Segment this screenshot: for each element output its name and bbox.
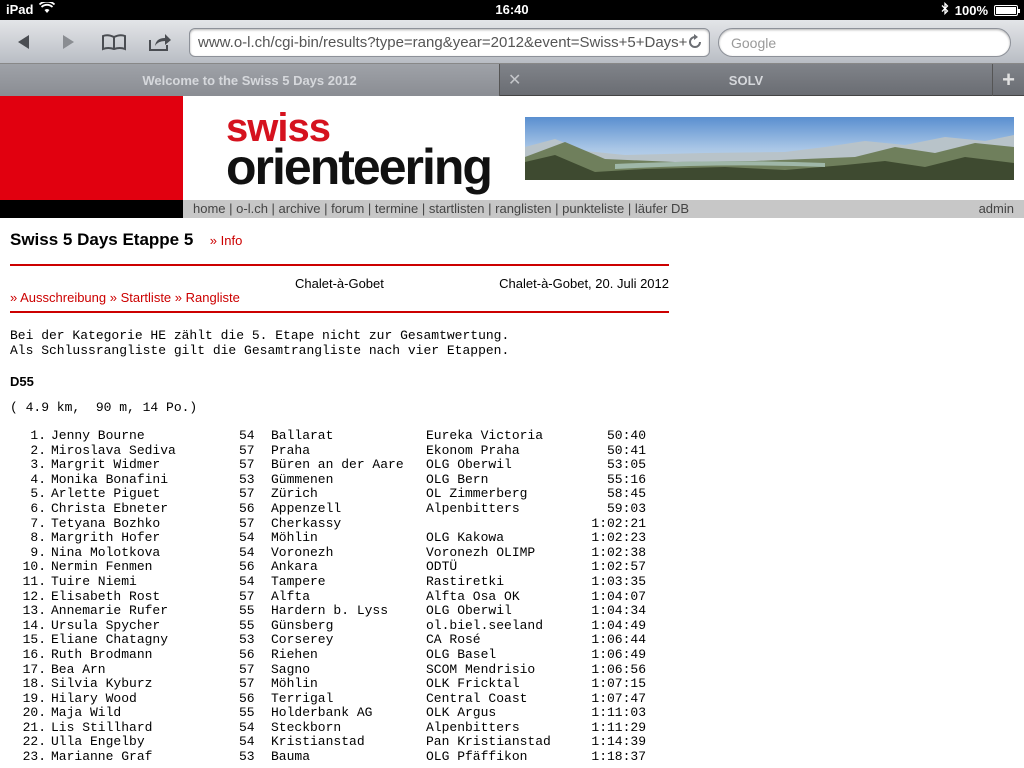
result-year: 54: [239, 544, 255, 560]
result-rank: 1.: [30, 428, 46, 443]
note-line: Als Schlussrangliste gilt die Gesamtrangliste nach vier Etappen.: [10, 343, 510, 358]
result-name: Eliane Chatagny: [51, 632, 169, 648]
result-city: Steckborn: [271, 719, 342, 735]
divider: [10, 311, 669, 313]
nav-ranglisten[interactable]: ranglisten: [495, 201, 552, 216]
startliste-link[interactable]: » Startliste: [109, 290, 172, 305]
result-rank: 6.: [30, 500, 46, 516]
result-club: ol.biel.seeland: [426, 617, 544, 633]
result-rank: 14.: [22, 617, 46, 633]
panorama-image: [525, 117, 1014, 180]
result-city: Voronezh: [271, 544, 334, 560]
result-rank: 9.: [30, 544, 46, 560]
main-nav: home | o-l.ch | archive | forum | termine | startlisten | ranglisten | punkteliste | läufer DB admin: [183, 200, 1024, 218]
result-year: 57: [239, 457, 255, 473]
result-year: 53: [239, 471, 255, 487]
result-name: Tetyana Bozhko: [51, 515, 161, 531]
result-time: 1:06:44: [591, 632, 646, 648]
result-club: CA Rosé: [426, 632, 481, 648]
result-club: OLG Oberwil: [426, 603, 512, 619]
result-rank: 19.: [22, 690, 46, 706]
search-placeholder: Google: [731, 35, 777, 51]
back-arrow-icon: [15, 33, 33, 51]
result-name: Hilary Wood: [51, 690, 137, 706]
result-name: Christa Ebneter: [51, 500, 169, 516]
result-time: 1:04:49: [591, 617, 646, 633]
result-city: Corserey: [271, 632, 334, 648]
result-club: OLK Argus: [426, 705, 497, 721]
web-page: [0, 96, 1024, 768]
result-city: Appenzell: [271, 500, 342, 516]
result-time: 1:11:03: [591, 705, 646, 721]
book-icon: [101, 33, 127, 51]
result-club: Voronezh OLIMP: [426, 544, 536, 560]
result-rank: 20.: [22, 705, 46, 721]
result-year: 55: [239, 617, 255, 633]
result-name: Jenny Bourne: [51, 428, 145, 443]
result-rank: 10.: [22, 559, 46, 575]
result-rank: 3.: [30, 457, 46, 473]
result-year: 55: [239, 603, 255, 619]
result-year: 54: [239, 428, 255, 443]
result-time: 58:45: [606, 486, 646, 502]
bookmarks-button[interactable]: [98, 28, 130, 56]
nav-laeufer-db[interactable]: läufer DB: [634, 201, 690, 216]
info-link[interactable]: » Info: [209, 233, 243, 248]
result-name: Ruth Brodmann: [51, 646, 153, 662]
logo-line-1: swiss: [226, 106, 330, 150]
result-city: Holderbank AG: [271, 705, 373, 721]
result-rank: 12.: [22, 588, 46, 604]
result-time: 1:02:57: [591, 559, 646, 575]
black-strip: [0, 200, 183, 218]
result-year: 56: [239, 500, 255, 516]
result-club: OLG Basel: [426, 646, 497, 662]
result-city: Hardern b. Lyss: [271, 603, 389, 619]
course-info: ( 4.9 km, 90 m, 14 Po.): [10, 400, 198, 415]
result-club: Alpenbitters: [426, 500, 520, 516]
nav-o-l-ch[interactable]: o-l.ch: [236, 201, 268, 216]
result-year: 57: [239, 676, 255, 692]
result-year: 54: [239, 734, 255, 750]
result-rank: 8.: [30, 530, 46, 546]
brand-red-block: [0, 96, 183, 200]
result-name: Margrith Hofer: [51, 530, 161, 546]
result-rank: 13.: [22, 603, 46, 619]
bluetooth-icon: [941, 2, 949, 18]
nav-archive[interactable]: archive: [278, 201, 321, 216]
address-bar[interactable]: [189, 28, 710, 57]
nav-startlisten[interactable]: startlisten: [428, 201, 485, 216]
result-name: Annemarie Rufer: [51, 603, 169, 619]
note-line: Bei der Kategorie HE zählt die 5. Etape nicht zur Gesamtwertung.: [10, 328, 510, 343]
result-name: Arlette Piguet: [51, 486, 161, 502]
search-field[interactable]: [718, 28, 1011, 57]
result-name: Marianne Graf: [51, 749, 153, 765]
result-year: 53: [239, 632, 255, 648]
nav-termine[interactable]: termine: [374, 201, 419, 216]
result-name: Silvia Kyburz: [51, 676, 153, 692]
result-name: Elisabeth Rost: [51, 588, 161, 604]
result-year: 55: [239, 705, 255, 721]
result-year: 57: [239, 588, 255, 604]
event-venue: Chalet-à-Gobet: [295, 276, 384, 291]
result-time: 1:11:29: [591, 719, 646, 735]
reload-icon[interactable]: [687, 33, 703, 55]
result-name: Ursula Spycher: [51, 617, 161, 633]
result-rank: 15.: [22, 632, 46, 648]
result-year: 57: [239, 661, 255, 677]
result-city: Gümmenen: [271, 471, 334, 487]
result-rank: 22.: [22, 734, 46, 750]
event-links: [10, 290, 240, 305]
result-time: 1:06:56: [591, 661, 646, 677]
result-rank: 16.: [22, 646, 46, 662]
result-year: 56: [239, 559, 255, 575]
result-time: 1:04:07: [591, 588, 646, 604]
swiss-orienteering-logo[interactable]: [226, 106, 491, 195]
result-city: Möhlin: [271, 530, 318, 546]
rangliste-link[interactable]: » Rangliste: [174, 290, 240, 305]
result-time: 1:07:15: [591, 676, 646, 692]
result-rank: 23.: [22, 749, 46, 765]
result-city: Sagno: [271, 661, 311, 677]
tab-bar: [0, 64, 1024, 96]
result-rank: 21.: [22, 719, 46, 735]
result-name: Ulla Engelby: [51, 734, 145, 750]
nav-forum[interactable]: forum: [331, 201, 365, 216]
result-name: Bea Arn: [51, 661, 106, 677]
device-label: iPad: [6, 2, 34, 17]
result-city: Ballarat: [271, 428, 334, 443]
clock: 16:40: [495, 2, 529, 17]
share-button[interactable]: [145, 28, 175, 56]
result-year: 57: [239, 486, 255, 502]
result-rank: 5.: [30, 486, 46, 502]
ausschreibung-link[interactable]: » Ausschreibung: [10, 290, 107, 305]
result-time: 59:03: [606, 500, 646, 516]
result-club: Eureka Victoria: [426, 428, 544, 443]
result-club: OL Zimmerberg: [426, 486, 528, 502]
close-tab-icon[interactable]: ✕: [508, 72, 522, 89]
back-button[interactable]: [9, 28, 39, 56]
new-tab-button[interactable]: +: [992, 64, 1024, 96]
url-text: www.o-l.ch/cgi-bin/results?type=rang&year=2012&event=Swiss+5+Days+: [198, 34, 688, 51]
result-time: 50:40: [606, 428, 646, 443]
result-time: 1:03:35: [591, 573, 646, 589]
result-city: Günsberg: [271, 617, 334, 633]
result-club: OLG Bern: [426, 471, 489, 487]
result-club: Alpenbitters: [426, 719, 520, 735]
nav-punkteliste[interactable]: punkteliste: [562, 201, 625, 216]
result-name: Monika Bonafini: [51, 471, 169, 487]
result-year: 54: [239, 719, 255, 735]
status-bar: [0, 0, 1024, 20]
divider: [10, 264, 669, 266]
nav-home[interactable]: home: [193, 201, 226, 216]
result-club: OLG Oberwil: [426, 457, 512, 473]
result-name: Nermin Fenmen: [51, 559, 153, 575]
tab-label: Welcome to the Swiss 5 Days 2012: [142, 72, 357, 88]
page-title: Swiss 5 Days Etappe 5: [10, 230, 194, 249]
result-rank: 17.: [22, 661, 46, 677]
result-name: Tuire Niemi: [51, 573, 137, 589]
result-club: Rastiretki: [426, 573, 505, 589]
result-city: Ankara: [271, 559, 318, 575]
result-year: 53: [239, 749, 255, 765]
tab-swiss-5-days[interactable]: [0, 64, 500, 96]
result-year: 56: [239, 690, 255, 706]
logo-line-2: orienteering: [226, 139, 491, 195]
result-name: Nina Molotkova: [51, 544, 161, 560]
result-club: OLK Fricktal: [426, 676, 520, 692]
result-city: Zürich: [271, 486, 318, 502]
result-time: 1:02:23: [591, 530, 646, 546]
result-time: 1:07:47: [591, 690, 646, 706]
battery-percent: 100%: [954, 2, 988, 18]
result-city: Cherkassy: [271, 515, 342, 531]
result-rank: 4.: [30, 471, 46, 487]
result-year: 57: [239, 515, 255, 531]
result-time: 53:05: [606, 457, 646, 473]
result-club: OLG Pfäffikon: [426, 749, 528, 765]
category-note: [10, 328, 509, 358]
result-club: Pan Kristianstad: [426, 734, 551, 750]
result-year: 54: [239, 573, 255, 589]
result-time: 50:41: [606, 442, 646, 458]
share-icon: [148, 32, 172, 52]
result-rank: 2.: [30, 442, 46, 458]
result-city: Riehen: [271, 646, 318, 662]
result-name: Maja Wild: [51, 705, 122, 721]
result-club: Central Coast: [426, 690, 528, 706]
result-club: Ekonom Praha: [426, 442, 520, 458]
tab-solv[interactable]: [500, 64, 992, 96]
battery-icon: [994, 5, 1018, 16]
result-city: Bauma: [271, 749, 311, 765]
tab-label: SOLV: [728, 72, 764, 88]
result-time: 1:18:37: [591, 749, 646, 765]
result-city: Kristianstad: [271, 734, 365, 750]
result-city: Tampere: [271, 573, 326, 589]
nav-admin[interactable]: admin: [978, 201, 1014, 216]
result-year: 54: [239, 530, 255, 546]
event-date: Chalet-à-Gobet, 20. Juli 2012: [499, 276, 669, 291]
forward-arrow-icon: [59, 33, 77, 51]
result-year: 56: [239, 646, 255, 662]
result-time: 1:06:49: [591, 646, 646, 662]
result-rank: 18.: [22, 676, 46, 692]
result-city: Büren an der Aare: [271, 457, 404, 473]
result-time: 1:04:34: [591, 603, 646, 619]
result-year: 57: [239, 442, 255, 458]
result-time: 1:14:39: [591, 734, 646, 750]
event-header: [10, 230, 670, 250]
result-time: 55:16: [606, 471, 646, 487]
result-club: ODTÜ: [426, 559, 458, 575]
result-city: Möhlin: [271, 676, 318, 692]
result-city: Praha: [271, 442, 311, 458]
forward-button[interactable]: [53, 28, 83, 56]
result-rank: 11.: [22, 573, 46, 589]
result-time: 1:02:21: [591, 515, 646, 531]
result-club: SCOM Mendrisio: [426, 661, 536, 677]
result-club: Alfta Osa OK: [426, 588, 520, 604]
result-name: Margrit Widmer: [51, 457, 161, 473]
result-name: Miroslava Sediva: [51, 442, 176, 458]
result-club: OLG Kakowa: [426, 530, 505, 546]
result-name: Lis Stillhard: [51, 719, 153, 735]
result-city: Terrigal: [271, 690, 334, 706]
result-rank: 7.: [30, 515, 46, 531]
result-city: Alfta: [271, 588, 311, 604]
category-heading: D55: [10, 374, 34, 389]
browser-toolbar: [0, 20, 1024, 64]
result-time: 1:02:38: [591, 544, 646, 560]
